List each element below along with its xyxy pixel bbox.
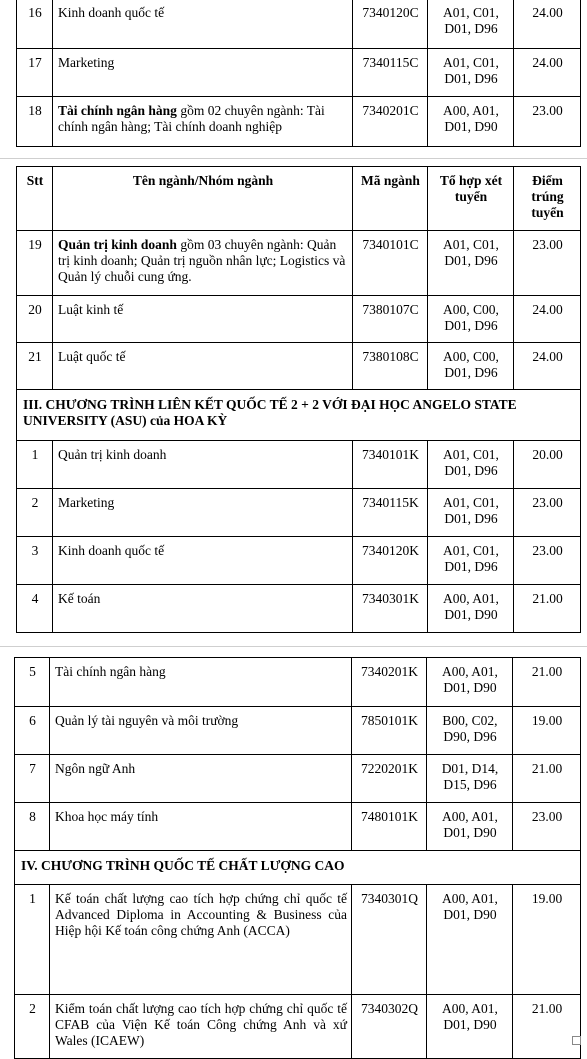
row-score: 24.00 bbox=[514, 49, 581, 97]
admission-table-part1 bbox=[16, 0, 581, 147]
row-major-code: 7340201K bbox=[352, 658, 427, 707]
row-subject-combo: A01, C01, D01, D96 bbox=[428, 231, 514, 296]
row-subject-combo: A00, A01, D01, D90 bbox=[427, 885, 513, 995]
row-major-name bbox=[53, 97, 353, 147]
row-subject-combo: A00, A01, D01, D90 bbox=[427, 658, 513, 707]
row-major-name: Ngôn ngữ Anh bbox=[50, 755, 352, 803]
table-row bbox=[17, 49, 581, 97]
table-row bbox=[15, 885, 581, 995]
table-row bbox=[17, 231, 581, 296]
row-score: 19.00 bbox=[513, 885, 581, 995]
table-row bbox=[17, 296, 581, 343]
row-subject-combo: A00, C00, D01, D96 bbox=[428, 343, 514, 390]
row-stt: 3 bbox=[17, 537, 53, 585]
row-major-name: Tài chính ngân hàng bbox=[50, 658, 352, 707]
row-stt: 4 bbox=[17, 585, 53, 633]
row-major-code: 7380108C bbox=[353, 343, 428, 390]
row-score: 23.00 bbox=[513, 803, 581, 851]
row-subject-combo: A01, C01, D01, D96 bbox=[428, 49, 514, 97]
table-row bbox=[17, 0, 581, 49]
row-major-name: Kế toán bbox=[53, 585, 353, 633]
section-heading: IV. CHƯƠNG TRÌNH QUỐC TẾ CHẤT LƯỢNG CAO bbox=[15, 851, 581, 885]
row-subject-combo: A00, A01, D01, D90 bbox=[428, 97, 514, 147]
row-subject-combo: A00, A01, D01, D90 bbox=[427, 803, 513, 851]
page-separator bbox=[0, 158, 587, 159]
table-row bbox=[17, 441, 581, 489]
row-major-code: 7340302Q bbox=[352, 995, 427, 1059]
row-stt: 20 bbox=[17, 296, 53, 343]
admission-table-part3 bbox=[14, 657, 581, 1059]
resize-handle-icon[interactable] bbox=[572, 1036, 581, 1045]
section-heading: III. CHƯƠNG TRÌNH LIÊN KẾT QUỐC TẾ 2 + 2 VỚI ĐẠI HỌC ANGELO STATE UNIVERSITY (ASU) của HOA KỲ bbox=[17, 390, 581, 441]
row-score: 23.00 bbox=[514, 489, 581, 537]
row-stt: 5 bbox=[15, 658, 50, 707]
row-score: 21.00 bbox=[513, 995, 581, 1059]
table-row bbox=[15, 658, 581, 707]
major-name-bold: Tài chính ngân hàng bbox=[58, 103, 177, 118]
row-stt: 21 bbox=[17, 343, 53, 390]
row-score: 23.00 bbox=[514, 537, 581, 585]
row-major-name: Marketing bbox=[53, 489, 353, 537]
row-major-code: 7340301K bbox=[353, 585, 428, 633]
table-row bbox=[17, 489, 581, 537]
row-score: 24.00 bbox=[514, 296, 581, 343]
row-major-code: 7340120C bbox=[353, 0, 428, 49]
row-major-code: 7340115C bbox=[353, 49, 428, 97]
row-subject-combo: A01, C01, D01, D96 bbox=[428, 441, 514, 489]
header-major-code: Mã ngành bbox=[353, 167, 428, 231]
row-score: 23.00 bbox=[514, 97, 581, 147]
table-header bbox=[17, 167, 581, 231]
major-name-rest: gồm 02 chuyên ngành: Tài chính ngân hàng; Tài chính doanh nghiệp bbox=[58, 103, 325, 134]
row-score: 21.00 bbox=[513, 658, 581, 707]
row-score: 21.00 bbox=[514, 585, 581, 633]
row-score: 19.00 bbox=[513, 707, 581, 755]
row-score: 21.00 bbox=[513, 755, 581, 803]
row-stt: 2 bbox=[15, 995, 50, 1059]
row-subject-combo: A00, A01, D01, D90 bbox=[428, 585, 514, 633]
row-major-code: 7380107C bbox=[353, 296, 428, 343]
row-subject-combo: A00, C00, D01, D96 bbox=[428, 296, 514, 343]
header-score: Điểm trúng tuyển bbox=[514, 167, 581, 231]
row-stt: 17 bbox=[17, 49, 53, 97]
table-row bbox=[17, 97, 581, 147]
row-subject-combo: A01, C01, D01, D96 bbox=[428, 537, 514, 585]
row-subject-combo: A01, C01, D01, D96 bbox=[428, 0, 514, 49]
major-name-rest: gồm 03 chuyên ngành: Quản trị kinh doanh; Quản trị nguồn nhân lực; Logistics và Quản lý chuỗi cung ứng. bbox=[58, 237, 346, 284]
row-stt: 8 bbox=[15, 803, 50, 851]
row-score: 24.00 bbox=[514, 0, 581, 49]
section-heading-row bbox=[17, 390, 581, 441]
row-major-name: Kế toán chất lượng cao tích hợp chứng chỉ quốc tế Advanced Diploma in Accounting & Business của Hiệp hội Kế toán công chứng Anh (ACCA) bbox=[50, 885, 352, 995]
row-subject-combo: A00, A01, D01, D90 bbox=[427, 995, 513, 1059]
row-subject-combo: D01, D14, D15, D96 bbox=[427, 755, 513, 803]
major-name-bold: Quản trị kinh doanh bbox=[58, 237, 177, 252]
row-stt: 18 bbox=[17, 97, 53, 147]
row-subject-combo: A01, C01, D01, D96 bbox=[428, 489, 514, 537]
row-major-name: Luật quốc tế bbox=[53, 343, 353, 390]
row-subject-combo: B00, C02, D90, D96 bbox=[427, 707, 513, 755]
row-major-name: Kinh doanh quốc tế bbox=[53, 537, 353, 585]
admission-table-part2 bbox=[16, 166, 581, 633]
row-major-name: Marketing bbox=[53, 49, 353, 97]
row-major-name: Kinh doanh quốc tế bbox=[53, 0, 353, 49]
row-major-code: 7480101K bbox=[352, 803, 427, 851]
table-row bbox=[15, 803, 581, 851]
row-stt: 16 bbox=[17, 0, 53, 49]
row-major-code: 7220201K bbox=[352, 755, 427, 803]
table-row bbox=[17, 585, 581, 633]
row-major-name: Luật kinh tế bbox=[53, 296, 353, 343]
row-score: 23.00 bbox=[514, 231, 581, 296]
row-stt: 2 bbox=[17, 489, 53, 537]
row-major-name: Quản trị kinh doanh bbox=[53, 441, 353, 489]
row-stt: 19 bbox=[17, 231, 53, 296]
row-major-name bbox=[53, 231, 353, 296]
row-stt: 1 bbox=[17, 441, 53, 489]
section-heading-row bbox=[15, 851, 581, 885]
row-major-code: 7340101C bbox=[353, 231, 428, 296]
table-row bbox=[17, 537, 581, 585]
row-stt: 6 bbox=[15, 707, 50, 755]
row-major-code: 7340101K bbox=[353, 441, 428, 489]
row-major-name: Kiểm toán chất lượng cao tích hợp chứng chỉ quốc tế CFAB của Viện Kế toán Công chứng Anh và xứ Wales (ICAEW) bbox=[50, 995, 352, 1059]
row-major-code: 7340120K bbox=[353, 537, 428, 585]
header-stt: Stt bbox=[17, 167, 53, 231]
page-separator bbox=[0, 646, 587, 647]
row-major-name: Quản lý tài nguyên và môi trường bbox=[50, 707, 352, 755]
header-major-name: Tên ngành/Nhóm ngành bbox=[53, 167, 353, 231]
table-row bbox=[15, 755, 581, 803]
row-major-code: 7850101K bbox=[352, 707, 427, 755]
row-major-code: 7340115K bbox=[353, 489, 428, 537]
table-row bbox=[15, 707, 581, 755]
row-score: 24.00 bbox=[514, 343, 581, 390]
header-subject-combo: Tổ hợp xét tuyển bbox=[428, 167, 514, 231]
row-major-code: 7340201C bbox=[353, 97, 428, 147]
table-row bbox=[17, 343, 581, 390]
row-major-code: 7340301Q bbox=[352, 885, 427, 995]
row-stt: 7 bbox=[15, 755, 50, 803]
row-stt: 1 bbox=[15, 885, 50, 995]
row-score: 20.00 bbox=[514, 441, 581, 489]
row-major-name: Khoa học máy tính bbox=[50, 803, 352, 851]
